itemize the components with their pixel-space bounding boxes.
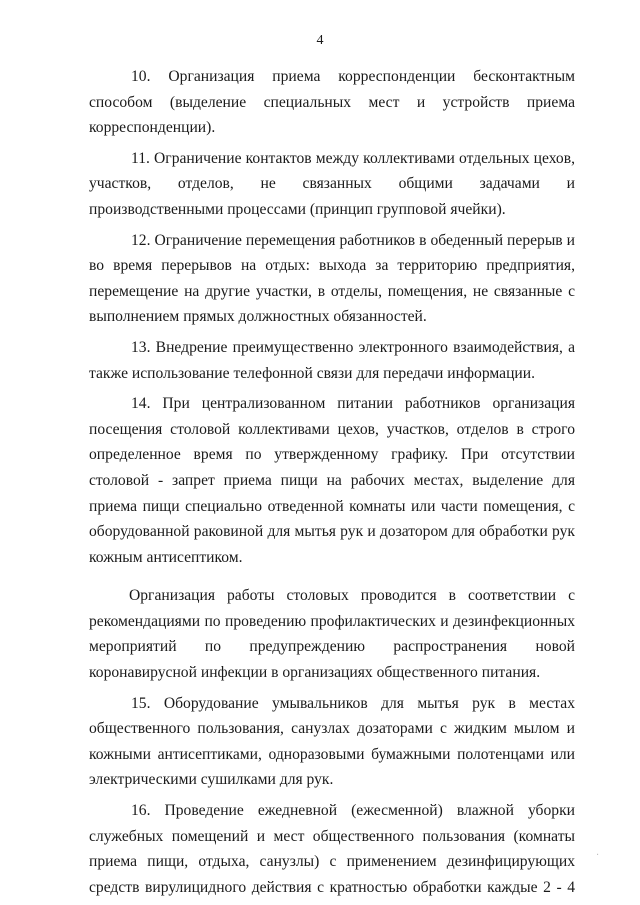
paragraph-16: 16. Проведение ежедневной (ежесменной) влажной уборки служебных помещений и мест общественного пользования (комнаты приема пищи, отдыха, санузлы) с применением дезинфицирующих средств вирулицидного действия с кратностью обработки каждые 2 - 4 (89, 802, 575, 896)
paragraph-canteen-note: Организация работы столовых проводится в соответствии с рекомендациями по проведению профилактических и дезинфекционных мероприятий по предупреждению распространения новой коронавирусной инфекции в организациях общественного питания. (89, 587, 575, 682)
paragraph-15: 15. Оборудование умывальников для мытья рук в местах общественного пользования, санузлах дозаторами с жидким мылом и кожными антисептиками, одноразовыми бумажными полотенцами или электрическими сушилками для рук. (89, 694, 575, 789)
page-number: 4 (316, 33, 324, 48)
paragraph-14: 14. При централизованном питании работников организация посещения столовой коллективами цехов, участков, отделов в строго определенное время по утвержденному графику. При отсутствии столовой - запрет приема пищи на рабочих местах, выделение для приема пищи специально отведенной комнаты или части помещения, с оборудованной раковиной для мытья рук и дозатором для обработки рук кожным антисептиком. (89, 395, 575, 566)
document-body (89, 64, 575, 905)
paragraph-13: 13. Внедрение преимущественно электронного взаимодействия, а также использование телефонной связи для передачи информации. (89, 338, 575, 382)
paragraph-12: 12. Ограничение перемещения работников в обеденный перерыв и во время перерывов на отдых: выхода за территорию предприятия, перемещение на другие участки, в отделы, помещения, не связанные с выполнением прямых должностных обязанностей. (89, 231, 575, 326)
paragraph-10: 10. Организация приема корреспонденции бесконтактным способом (выделение специальных мест и устройств приема корреспонденции). (89, 68, 575, 137)
scan-dot: · (596, 850, 600, 861)
paragraph-11: 11. Ограничение контактов между коллективами отдельных цехов, участков, отделов, не связанных общими задачами и производственными процессами (принцип групповой ячейки). (89, 149, 575, 218)
